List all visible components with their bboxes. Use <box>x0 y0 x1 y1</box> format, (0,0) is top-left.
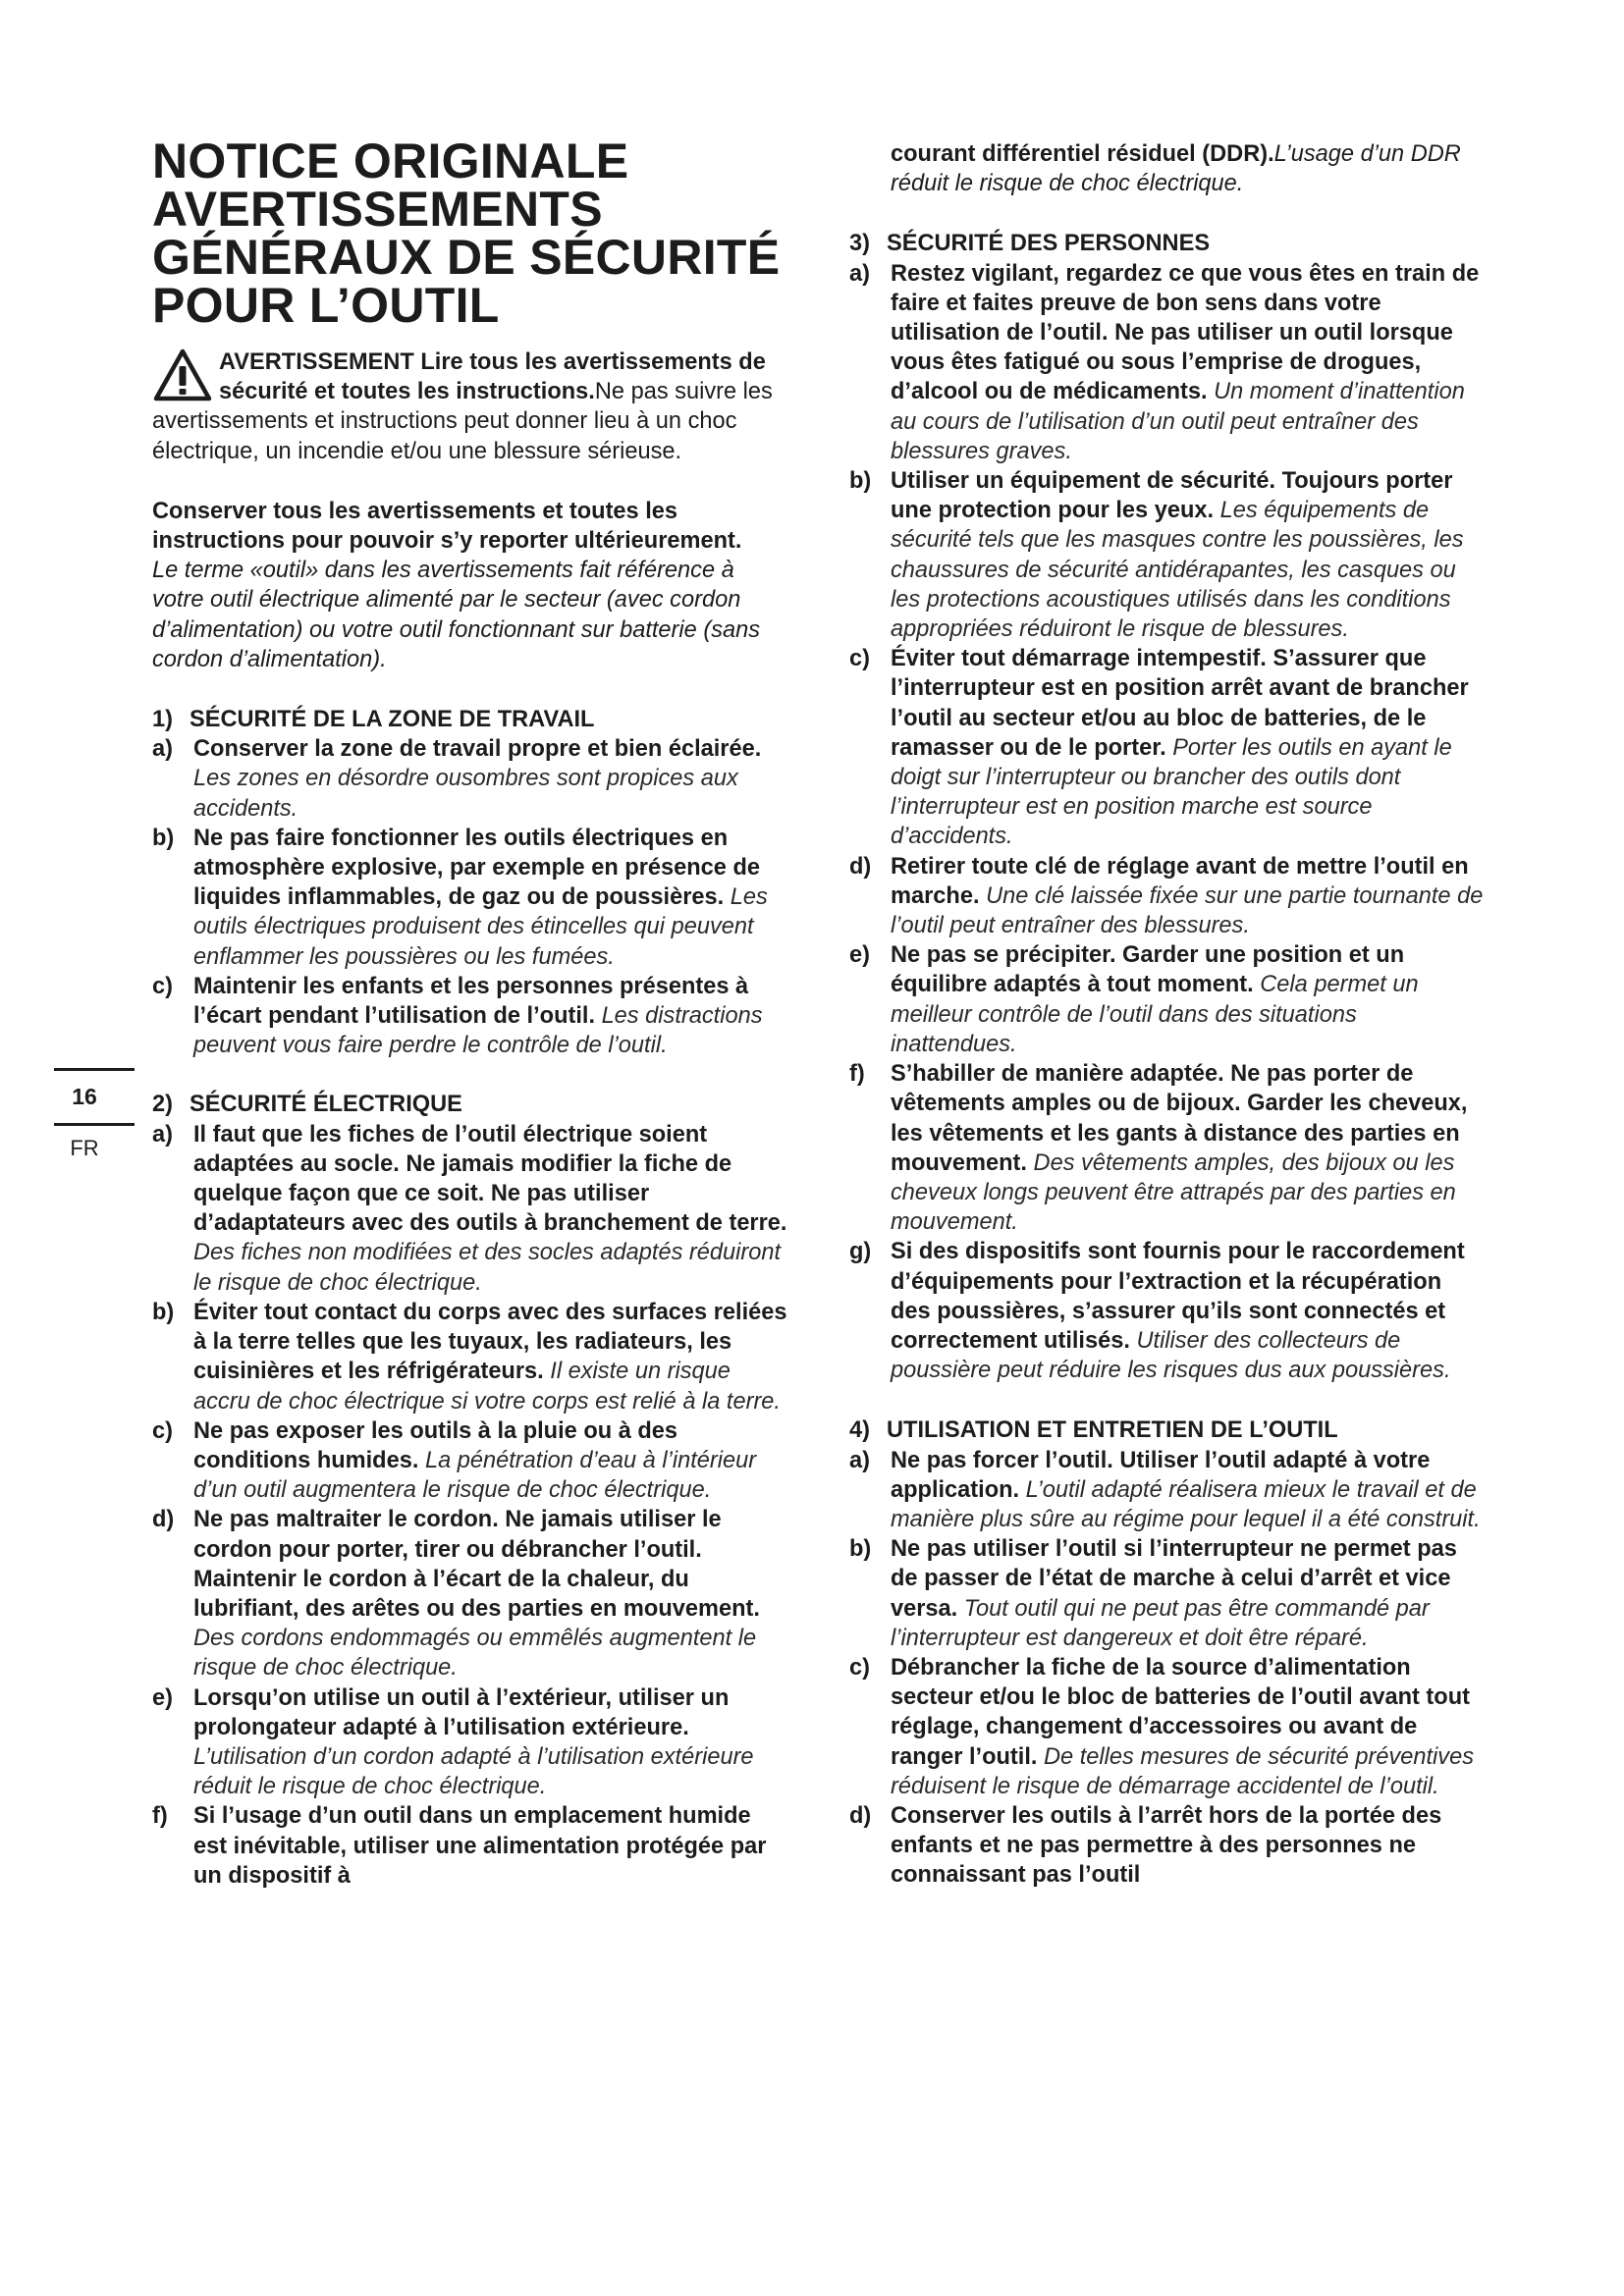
right-column <box>849 139 1488 1891</box>
list-item: b) Éviter tout contact du corps avec des surfaces reliées à la terre telles que les tuyaux, les radiateurs, les cuisinières et les réfrigérateurs. Il existe un risque accru de choc électrique si votre corps est relié à la terre. <box>152 1299 787 1415</box>
section-title-personal-safety: 3) SÉCURITÉ DES PERSONNES <box>849 231 1211 257</box>
page-margin-tab <box>54 1068 135 1161</box>
list-item: a) Conserver la zone de travail propre et bien éclairée. Les zones en désordre ousombres sont propices aux accidents. <box>152 736 762 822</box>
section-title-electrical: 2) SÉCURITÉ ÉLECTRIQUE <box>152 1092 462 1118</box>
title-line-2: AVERTISSEMENTS <box>152 182 603 237</box>
warning-triangle-icon <box>152 347 213 404</box>
list-item: g) Si des dispositifs sont fournis pour le raccordement d’équipements pour l’extraction et la récupération des poussières, s’assurer qu’ils sont connectés et correctement utilisés. Utiliser des collecteurs de poussière peut réduire les risques dus aux poussières. <box>849 1239 1465 1384</box>
section-title-work-area: 1) SÉCURITÉ DE LA ZONE DE TRAVAIL <box>152 707 595 733</box>
list-item: e) Lorsqu’on utilise un outil à l’extérieur, utiliser un prolongateur adapté à l’utilisation extérieure. L’utilisation d’un cordon adapté à l’utilisation extérieure réduit le risque de choc électrique. <box>152 1684 754 1800</box>
page-number: 16 <box>72 1084 97 1109</box>
list-item: b) Ne pas utiliser l’outil si l’interrupteur ne permet pas de passer de l’état de marche à celui d’arrêt et vice versa. Tout outil qui ne peut pas être commandé par l’interrupteur est dangereux et doit être réparé. <box>849 1536 1457 1651</box>
list-item-continuation: courant différentiel résiduel (DDR).L’usage d’un DDR réduit le risque de choc électrique. <box>891 141 1461 197</box>
list-item: b) Ne pas faire fonctionner les outils électriques en atmosphère explosive, par exemple en présence de liquides inflammables, de gaz ou de poussières. Les outils électriques produisent des étincelles qui peuvent enflammer les poussières ou les fumées. <box>152 825 768 970</box>
tool-definition: Le terme «outil» dans les avertissements fait référence à votre outil électrique alimenté par le secteur (avec cordon d’alimentation) ou votre outil fonctionnant sur batterie (sans cordon d’alimentation). <box>152 558 761 672</box>
section-title-tool-use: 4) UTILISATION ET ENTRETIEN DE L’OUTIL <box>849 1417 1338 1444</box>
list-item: c) Débrancher la fiche de la source d’alimentation secteur et/ou le bloc de batteries de l’outil avant tout réglage, changement d’accessoires ou avant de ranger l’outil. De telles mesures de sécurité préventives réduisent le risque de démarrage accidentel de l’outil. <box>849 1654 1475 1799</box>
list-item: f) S’habiller de manière adaptée. Ne pas porter de vêtements amples ou de bijoux. Garder les cheveux, les vêtements et les gants à distance des parties en mouvement. Des vêtements amples, des bijoux ou les cheveux longs peuvent être attrapés par des parties en mouvement. <box>849 1061 1468 1236</box>
page-title <box>152 133 790 333</box>
list-item: d) Ne pas maltraiter le cordon. Ne jamais utiliser le cordon pour porter, tirer ou débrancher l’outil. Maintenir le cordon à l’écart de la chaleur, du lubrifiant, des arêtes ou des parties en mouvement. Des cordons endommagés ou emmêlés augmentent le risque de choc électrique. <box>152 1507 760 1682</box>
left-column <box>152 133 790 1891</box>
list-item: d) Conserver les outils à l’arrêt hors de la portée des enfants et ne pas permettre à des personnes ne connaissant pas l’outil <box>849 1802 1442 1889</box>
list-item: a) Restez vigilant, regardez ce que vous êtes en train de faire et faites preuve de bon sens dans votre utilisation de l’outil. Ne pas utiliser un outil lorsque vous êtes fatigué ou sous l’emprise de drogues, d’alcool ou de médicaments. Un moment d’inattention au cours de l’utilisation d’un outil peut entraîner des blessures graves. <box>849 260 1480 464</box>
conserve-instructions: Conserver tous les avertissements et toutes les instructions pour pouvoir s’y reporter ultérieurement. <box>152 498 742 555</box>
list-item: c) Ne pas exposer les outils à la pluie ou à des conditions humides. La pénétration d’eau à l’intérieur d’un outil augmentera le risque de choc électrique. <box>152 1417 757 1504</box>
list-item: c) Éviter tout démarrage intempestif. S’assurer que l’interrupteur est en position arrêt avant de brancher l’outil au secteur et/ou au bloc de batteries, de le ramasser ou de le porter. Porter les outils en ayant le doigt sur l’interrupteur ou brancher des outils dont l’interrupteur est en position marche est source d’accidents. <box>849 646 1469 850</box>
list-item: c) Maintenir les enfants et les personnes présentes à l’écart pendant l’utilisation de l’outil. Les distractions peuvent vous faire perdre le contrôle de l’outil. <box>152 973 763 1059</box>
general-warning <box>152 347 790 466</box>
title-line-3: GÉNÉRAUX DE SÉCURITÉ <box>152 230 781 285</box>
language-code: FR <box>70 1136 99 1160</box>
list-item: a) Il faut que les fiches de l’outil électrique soient adaptées au socle. Ne jamais modifier la fiche de quelque façon que ce soit. Ne pas utiliser d’adaptateurs avec des outils à branchement de terre. Des fiches non modifiées et des socles adaptés réduiront le risque de choc électrique. <box>152 1121 787 1296</box>
list-item: a) Ne pas forcer l’outil. Utiliser l’outil adapté à votre application. L’outil adapté réalisera mieux le travail et de manière plus sûre au régime pour lequel il a été construit. <box>849 1447 1481 1532</box>
list-item: d) Retirer toute clé de réglage avant de mettre l’outil en marche. Une clé laissée fixée sur une partie tournante de l’outil peut entraîner des blessures. <box>849 853 1484 939</box>
warning-bold-text: AVERTISSEMENT Lire tous les avertissements de sécurité et toutes les instructions. <box>219 349 766 405</box>
list-item: b) Utiliser un équipement de sécurité. Toujours porter une protection pour les yeux. Les équipements de sécurité tels que les masques contre les poussières, les chaussures de sécurité antidérapantes, les casques ou les protections acoustiques utilisés dans les conditions appropriées réduiront le risque de blessures. <box>849 468 1464 643</box>
list-item: e) Ne pas se précipiter. Garder une position et un équilibre adaptés à tout moment. Cela permet un meilleur contrôle de l’outil dans des situations inattendues. <box>849 942 1419 1057</box>
warning-body-text: Ne pas suivre les avertissements et instructions peut donner lieu à un choc électrique, un incendie et/ou une blessure sérieuse. <box>152 379 773 464</box>
title-line-1: NOTICE ORIGINALE <box>152 133 629 188</box>
list-item: f) Si l’usage d’un outil dans un emplacement humide est inévitable, utiliser une alimentation protégée par un dispositif à <box>152 1803 767 1889</box>
title-line-4: POUR L’OUTIL <box>152 278 500 333</box>
